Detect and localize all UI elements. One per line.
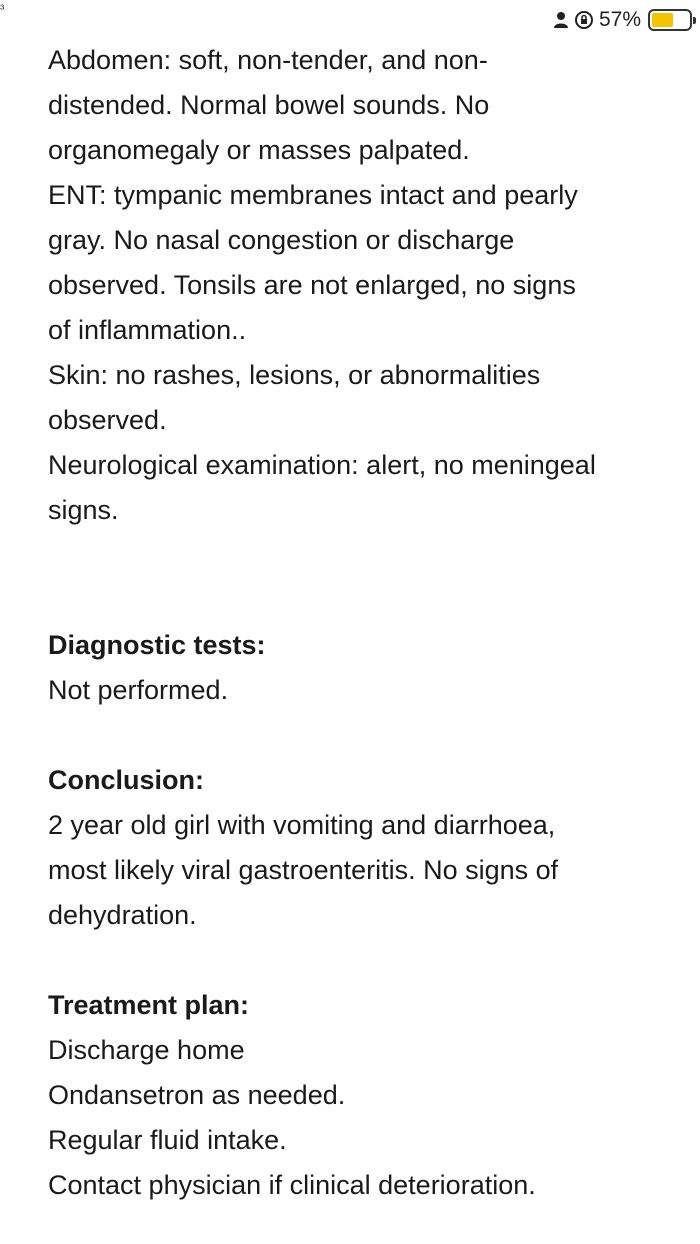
treatment-heading: Treatment plan: bbox=[48, 990, 250, 1020]
person-icon bbox=[553, 11, 569, 29]
exam-line: ENT: tympanic membranes intact and pearly bbox=[48, 180, 578, 210]
rotation-lock-icon bbox=[574, 10, 594, 30]
exam-section bbox=[48, 38, 648, 533]
battery-percent: 57% bbox=[598, 8, 641, 31]
exam-line: Neurological examination: alert, no meningeal bbox=[48, 450, 596, 480]
corner-mark: ᶟ bbox=[0, 0, 5, 16]
status-bar bbox=[0, 0, 700, 40]
conclusion-section bbox=[48, 758, 648, 938]
battery-icon bbox=[648, 9, 692, 31]
diagnostic-line: Not performed. bbox=[48, 675, 229, 705]
spacer bbox=[48, 713, 648, 758]
status-icons bbox=[553, 6, 692, 34]
exam-line: gray. No nasal congestion or discharge bbox=[48, 225, 515, 255]
conclusion-line: dehydration. bbox=[48, 900, 197, 930]
exam-line: of inflammation.. bbox=[48, 315, 247, 345]
exam-line: observed. Tonsils are not enlarged, no signs bbox=[48, 270, 576, 300]
exam-line: organomegaly or masses palpated. bbox=[48, 135, 470, 165]
spacer bbox=[48, 938, 648, 983]
clinical-note bbox=[48, 38, 648, 1208]
exam-line: signs. bbox=[48, 495, 119, 525]
conclusion-line: most likely viral gastroenteritis. No signs of bbox=[48, 855, 559, 885]
conclusion-heading: Conclusion: bbox=[48, 765, 204, 795]
battery-tip bbox=[693, 17, 696, 24]
treatment-section bbox=[48, 983, 648, 1208]
treatment-line: Ondansetron as needed. bbox=[48, 1080, 346, 1110]
exam-line: Abdomen: soft, non-tender, and non- bbox=[48, 45, 488, 75]
spacer bbox=[48, 533, 648, 623]
exam-line: distended. Normal bowel sounds. No bbox=[48, 90, 490, 120]
exam-line: observed. bbox=[48, 405, 167, 435]
diagnostic-heading: Diagnostic tests: bbox=[48, 630, 266, 660]
treatment-line: Regular fluid intake. bbox=[48, 1125, 287, 1155]
exam-line: Skin: no rashes, lesions, or abnormalities bbox=[48, 360, 541, 390]
treatment-line: Contact physician if clinical deterioration. bbox=[48, 1170, 536, 1200]
diagnostic-section bbox=[48, 623, 648, 713]
conclusion-line: 2 year old girl with vomiting and diarrhoea, bbox=[48, 810, 556, 840]
treatment-line: Discharge home bbox=[48, 1035, 245, 1065]
battery-level bbox=[652, 13, 673, 27]
